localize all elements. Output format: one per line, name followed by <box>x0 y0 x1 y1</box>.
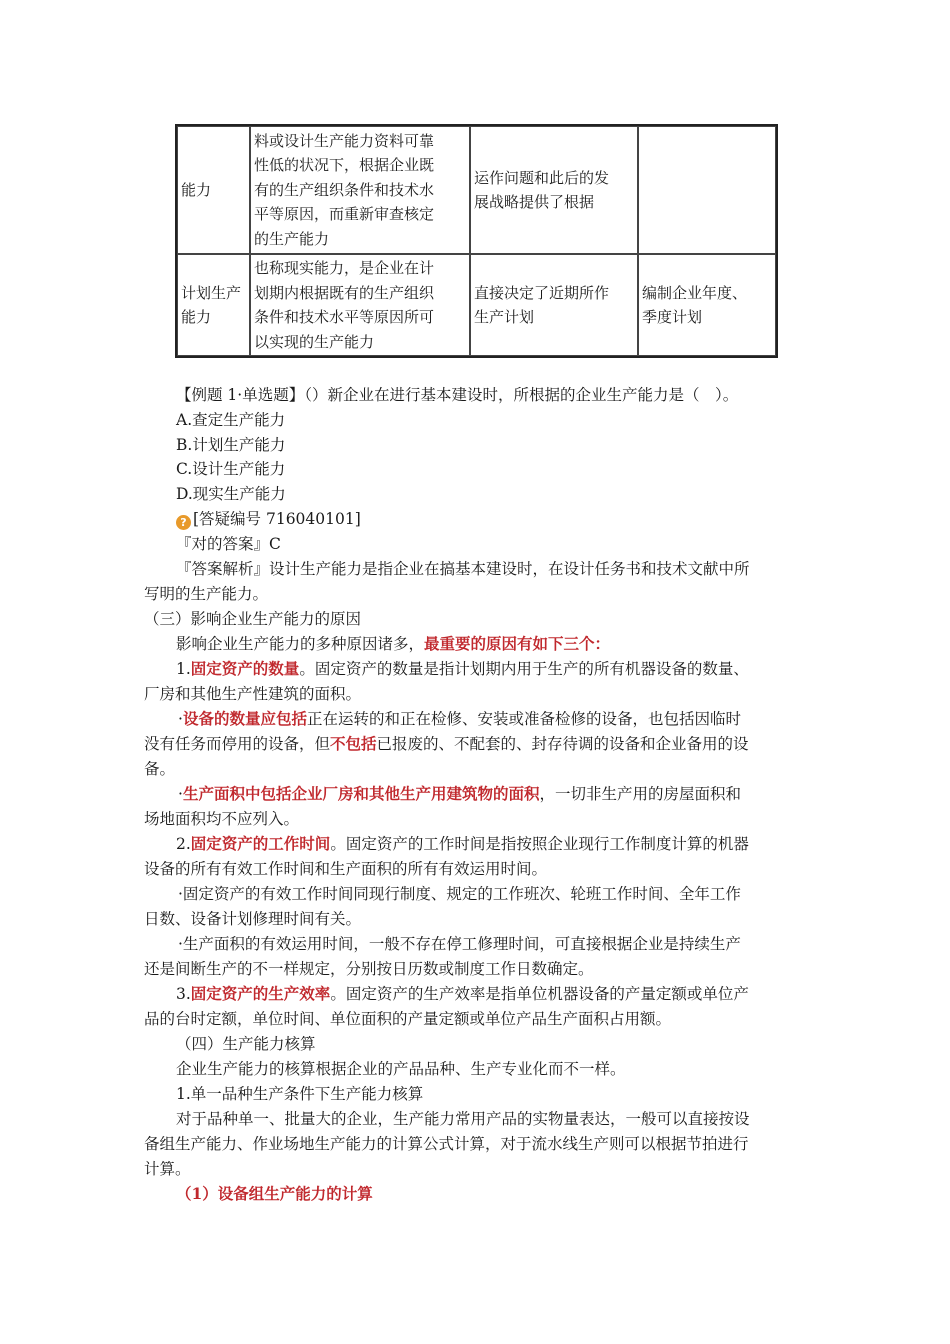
option-d: D.现实生产能力 <box>176 485 286 503</box>
table-row <box>177 126 776 254</box>
cell-line: 有的生产组织条件和技术水 <box>254 180 435 199</box>
paragraph <box>176 832 836 857</box>
paragraph: 企业生产能力的核算根据企业的产品品种、生产专业化而不一样。 <box>176 1060 626 1078</box>
table-row <box>177 254 776 356</box>
text: 。固定资产的工作时间是指按照企业现行工作制度计算的机器 <box>330 835 749 853</box>
paragraph-cont: 设备的所有有效工作时间和生产面积的所有有效运用时间。 <box>144 860 548 878</box>
text: 已报废的、不配套的、封存待调的设备和企业备用的设 <box>376 735 749 753</box>
cell-line: 直接决定了近期所作 <box>474 283 610 302</box>
cell-line: 生产计划 <box>474 308 535 326</box>
bullet-cont: 备。 <box>144 760 176 778</box>
cell-line: 性低的状况下，根据企业既 <box>254 156 435 175</box>
bullet-item: ·生产面积的有效运用时间，一般不存在停工修理时间，可直接根据企业是持续生产 <box>178 935 741 953</box>
cell-line: 运作问题和此后的发 <box>474 168 610 187</box>
cell-line: 条件和技术水平等原因所可 <box>254 308 435 326</box>
table-cell <box>470 126 638 254</box>
subheading-emphasis <box>176 1182 836 1207</box>
section-heading: （四）生产能力核算 <box>176 1035 316 1053</box>
text: ，一切非生产用的房屋面积和 <box>539 785 741 803</box>
option-c: C.设计生产能力 <box>176 460 286 478</box>
cell-line: 展战略提供了根据 <box>474 193 595 211</box>
option-a: A.查定生产能力 <box>176 411 286 429</box>
question-icon[interactable]: ? <box>176 515 191 530</box>
text: 没有任务而停用的设备，但 <box>144 735 331 753</box>
bullet-dot: · <box>178 785 183 803</box>
bullet-cont: 场地面积均不应列入。 <box>144 810 300 828</box>
bullet-item: ·固定资产的有效工作时间同现行制度、规定的工作班次、轮班工作时间、全年工作 <box>178 885 741 903</box>
bullet-item <box>178 782 838 807</box>
table-cell <box>177 254 250 356</box>
emphasis-text: 固定资产的生产效率 <box>190 984 331 1003</box>
text: 1. <box>176 660 191 678</box>
emphasis-text: 不包括 <box>330 734 377 753</box>
emphasis-text: （1）设备组生产能力的计算 <box>176 1184 373 1203</box>
question-id: [答疑编号 716040101] <box>193 510 361 528</box>
question-id-line <box>176 507 836 532</box>
emphasis-text: 固定资产的数量 <box>190 659 300 678</box>
cell-line: 的生产能力 <box>254 229 330 248</box>
option-b: B.计划生产能力 <box>176 436 286 454</box>
bullet-item <box>178 707 838 732</box>
bullet-cont: 还是间断生产的不一样规定，分别按日历数或制度工作日数确定。 <box>144 960 594 978</box>
table-cell <box>638 126 776 254</box>
text: 影响企业生产能力的多种原因诸多， <box>176 635 425 653</box>
analysis-cont: 写明的生产能力。 <box>144 585 269 603</box>
cell-line: 计划生产 <box>181 283 242 302</box>
paragraph <box>176 982 836 1007</box>
cell-line: 平等原因，而重新审查核定 <box>254 205 435 224</box>
bullet-dot: · <box>178 710 183 728</box>
text: 。固定资产的数量是指计划期内用于生产的所有机器设备的数量、 <box>299 660 749 678</box>
bullet-cont: 日数、设备计划修理时间有关。 <box>144 910 362 928</box>
table-cell <box>250 254 470 356</box>
subheading: 1.单一品种生产条件下生产能力核算 <box>176 1085 424 1103</box>
paragraph-cont: 厂房和其他生产性建筑的面积。 <box>144 685 362 703</box>
paragraph-cont: 备组生产能力、作业场地生产能力的计算公式计算，对于流水线生产则可以根据节拍进行 <box>144 1135 749 1153</box>
cell-line: 编制企业年度、 <box>642 283 748 302</box>
text: 3. <box>176 985 191 1003</box>
text: 。固定资产的生产效率是指单位机器设备的产量定额或单位产 <box>330 985 749 1003</box>
bullet-cont <box>144 732 804 757</box>
emphasis-text: 生产面积中包括企业厂房和其他生产用建筑物的面积 <box>182 784 540 803</box>
cell-line: 划期内根据既有的生产组织 <box>254 283 435 302</box>
paragraph-cont: 品的台时定额，单位时间、单位面积的产量定额或单位产品生产面积占用额。 <box>144 1010 672 1028</box>
example-question: 【例题 1·单选题】（）新企业在进行基本建设时，所根据的企业生产能力是（ ）。 <box>176 386 739 404</box>
text: 正在运转的和正在检修、安装或准备检修的设备，也包括因临时 <box>306 710 741 728</box>
cell-line: 以实现的生产能力 <box>254 332 375 351</box>
table-cell <box>470 254 638 356</box>
emphasis-text: 固定资产的工作时间 <box>190 834 331 853</box>
answer: 『对的答案』C <box>176 535 281 553</box>
cell-line: 也称现实能力，是企业在计 <box>254 259 435 277</box>
cell-text: 能力 <box>181 180 212 199</box>
text: 2. <box>176 835 191 853</box>
cell-line: 料或设计生产能力资料可靠 <box>254 131 435 150</box>
cell-line: 能力 <box>181 308 212 326</box>
emphasis-text: 设备的数量应包括 <box>182 709 307 728</box>
emphasis-text: 最重要的原因有如下三个： <box>424 634 611 653</box>
cell-line: 季度计划 <box>642 308 703 326</box>
paragraph <box>176 632 836 657</box>
section-heading: （三）影响企业生产能力的原因 <box>144 610 362 628</box>
table-cell <box>638 254 776 356</box>
paragraph-cont: 计算。 <box>144 1160 191 1178</box>
paragraph <box>176 657 836 682</box>
analysis: 『答案解析』设计生产能力是指企业在搞基本建设时，在设计任务书和技术文献中所 <box>176 560 750 578</box>
table-cell <box>250 126 470 254</box>
capacity-table <box>175 124 778 358</box>
table-cell <box>177 126 250 254</box>
paragraph: 对于品种单一、批量大的企业，生产能力常用产品的实物量表达，一般可以直接按设 <box>176 1110 750 1128</box>
